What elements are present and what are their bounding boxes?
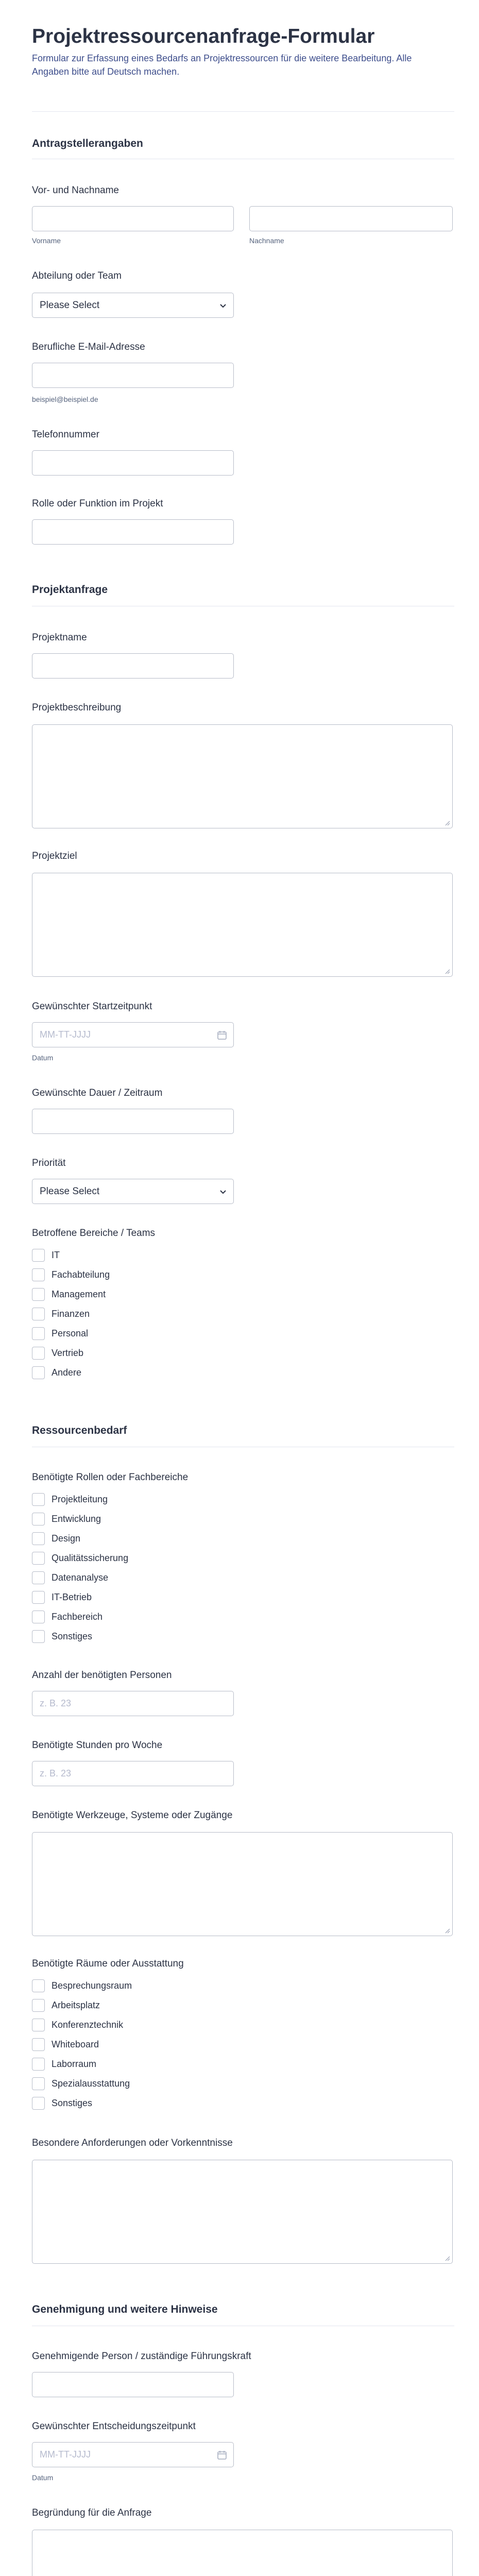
email-sublabel: beispiel@beispiel.de (32, 395, 98, 403)
name-label: Vor- und Nachname (32, 185, 119, 196)
checkbox-label: IT (52, 1250, 60, 1260)
form-subtitle: Formular zur Erfassung eines Bedarfs an Projektressourcen für die weitere Bearbeitung. Alle Angaben bitte auf Deutsch machen. (32, 53, 412, 77)
project-description-textarea[interactable] (32, 724, 453, 828)
checkbox-role-datenanalyse[interactable] (32, 1571, 45, 1584)
checkbox-label: Spezialausstattung (52, 2078, 130, 2089)
checkbox-area-vertrieb[interactable] (32, 1347, 45, 1360)
checkbox-label: Whiteboard (52, 2039, 99, 2049)
roles-label: Benötigte Rollen oder Fachbereiche (32, 1472, 189, 1483)
checkbox-room-spezialausstattung[interactable] (32, 2077, 45, 2090)
first-name-input[interactable] (32, 206, 234, 231)
project-name-label: Projektname (32, 632, 87, 643)
checkbox-role-it-betrieb[interactable] (32, 1591, 45, 1604)
checkbox-area-personal[interactable] (32, 1327, 45, 1340)
checkbox-area-it[interactable] (32, 1249, 45, 1262)
checkbox-label: Qualitätssicherung (52, 1553, 129, 1563)
checkbox-label: Design (52, 1533, 81, 1544)
reason-label: Begründung für die Anfrage (32, 2507, 152, 2518)
project-description-label: Projektbeschreibung (32, 702, 122, 713)
checkbox-role-fachbereich[interactable] (32, 1611, 45, 1623)
checkbox-room-laborraum[interactable] (32, 2058, 45, 2071)
checkbox-label: Finanzen (52, 1309, 90, 1319)
tools-label: Benötigte Werkzeuge, Systeme oder Zugänge (32, 1810, 233, 1821)
checkbox-room-konferenztechnik[interactable] (32, 2019, 45, 2031)
special-requirements-textarea[interactable] (32, 2160, 453, 2264)
calendar-icon[interactable] (217, 2450, 227, 2460)
checkbox-label: Fachabteilung (52, 1269, 110, 1280)
department-label: Abteilung oder Team (32, 270, 122, 281)
section-heading-applicant: Antragstellerangaben (32, 138, 143, 149)
resize-grip-icon[interactable] (445, 821, 450, 826)
checkbox-area-management[interactable] (32, 1288, 45, 1301)
checkbox-label: Laborraum (52, 2059, 97, 2069)
resize-grip-icon[interactable] (445, 969, 450, 974)
resize-grip-icon[interactable] (445, 2256, 450, 2261)
department-select[interactable] (32, 293, 234, 318)
start-date-sublabel: Datum (32, 1054, 54, 1062)
section-heading-project: Projektanfrage (32, 584, 108, 596)
email-label: Berufliche E-Mail-Adresse (32, 342, 145, 352)
role-label: Rolle oder Funktion im Projekt (32, 498, 163, 509)
tools-textarea[interactable] (32, 1832, 453, 1936)
checkbox-label: Fachbereich (52, 1612, 103, 1622)
decision-date-input[interactable] (32, 2442, 234, 2467)
hours-input[interactable] (32, 1761, 234, 1786)
checkbox-label: Andere (52, 1367, 82, 1378)
persons-label: Anzahl der benötigten Personen (32, 1670, 172, 1681)
checkbox-label: Arbeitsplatz (52, 2000, 100, 2010)
calendar-icon[interactable] (217, 1030, 227, 1040)
priority-select[interactable] (32, 1179, 234, 1204)
approver-label: Genehmigende Person / zuständige Führungskraft (32, 2351, 251, 2362)
start-date-placeholder: MM-TT-JJJJ (40, 1029, 91, 1040)
duration-input[interactable] (32, 1109, 234, 1134)
decision-date-placeholder: MM-TT-JJJJ (40, 2449, 91, 2460)
checkbox-room-sonstiges[interactable] (32, 2097, 45, 2110)
checkbox-role-design[interactable] (32, 1532, 45, 1545)
checkbox-label: Datenanalyse (52, 1572, 109, 1583)
first-name-sublabel: Vorname (32, 236, 61, 245)
form-title: Projektressourcenanfrage-Formular (32, 25, 375, 47)
hours-label: Benötigte Stunden pro Woche (32, 1740, 163, 1751)
project-name-input[interactable] (32, 653, 234, 679)
priority-label: Priorität (32, 1158, 66, 1168)
duration-label: Gewünschte Dauer / Zeitraum (32, 1088, 163, 1098)
department-select-value: Please Select (40, 300, 100, 311)
role-input[interactable] (32, 519, 234, 545)
last-name-input[interactable] (249, 206, 453, 231)
checkbox-area-fachabteilung[interactable] (32, 1268, 45, 1281)
checkbox-label: IT-Betrieb (52, 1592, 92, 1602)
approver-input[interactable] (32, 2372, 234, 2397)
checkbox-role-projektleitung[interactable] (32, 1493, 45, 1506)
checkbox-label: Sonstiges (52, 2098, 93, 2108)
checkbox-label: Vertrieb (52, 1348, 84, 1358)
checkbox-role-sonstiges[interactable] (32, 1630, 45, 1643)
checkbox-label: Projektleitung (52, 1494, 108, 1504)
checkbox-role-entwicklung[interactable] (32, 1513, 45, 1526)
priority-select-value: Please Select (40, 1186, 100, 1197)
chevron-down-icon (219, 301, 227, 310)
areas-label: Betroffene Bereiche / Teams (32, 1228, 156, 1239)
start-date-input[interactable] (32, 1022, 234, 1047)
section-heading-resources: Ressourcenbedarf (32, 1425, 127, 1436)
checkbox-label: Konferenztechnik (52, 2020, 124, 2030)
special-requirements-label: Besondere Anforderungen oder Vorkenntnisse (32, 2138, 233, 2148)
checkbox-room-arbeitsplatz[interactable] (32, 1999, 45, 2012)
checkbox-label: Sonstiges (52, 1631, 93, 1641)
checkbox-room-besprechungsraum[interactable] (32, 1979, 45, 1992)
divider (32, 111, 454, 112)
email-input[interactable] (32, 363, 234, 388)
checkbox-label: Management (52, 1289, 106, 1299)
project-goal-textarea[interactable] (32, 873, 453, 977)
section-heading-approval: Genehmigung und weitere Hinweise (32, 2303, 218, 2315)
persons-placeholder: z. B. 23 (40, 1698, 72, 1708)
reason-textarea[interactable] (32, 2530, 453, 2576)
rooms-label: Benötigte Räume oder Ausstattung (32, 1958, 184, 1969)
checkbox-area-finanzen[interactable] (32, 1308, 45, 1320)
persons-input[interactable] (32, 1691, 234, 1716)
checkbox-area-andere[interactable] (32, 1366, 45, 1379)
resize-grip-icon[interactable] (445, 1928, 450, 1934)
checkbox-label: Entwicklung (52, 1514, 101, 1524)
phone-label: Telefonnummer (32, 429, 99, 440)
last-name-sublabel: Nachname (249, 236, 284, 245)
checkbox-room-whiteboard[interactable] (32, 2038, 45, 2051)
start-date-label: Gewünschter Startzeitpunkt (32, 1001, 152, 1012)
hours-placeholder: z. B. 23 (40, 1768, 72, 1778)
decision-date-label: Gewünschter Entscheidungszeitpunkt (32, 2421, 196, 2432)
chevron-down-icon (219, 1188, 227, 1196)
checkbox-label: Personal (52, 1328, 89, 1338)
checkbox-role-qualitaetssicherung[interactable] (32, 1552, 45, 1565)
checkbox-label: Besprechungsraum (52, 1980, 132, 1991)
project-goal-label: Projektziel (32, 851, 77, 861)
decision-date-sublabel: Datum (32, 2473, 54, 2482)
phone-input[interactable] (32, 450, 234, 476)
